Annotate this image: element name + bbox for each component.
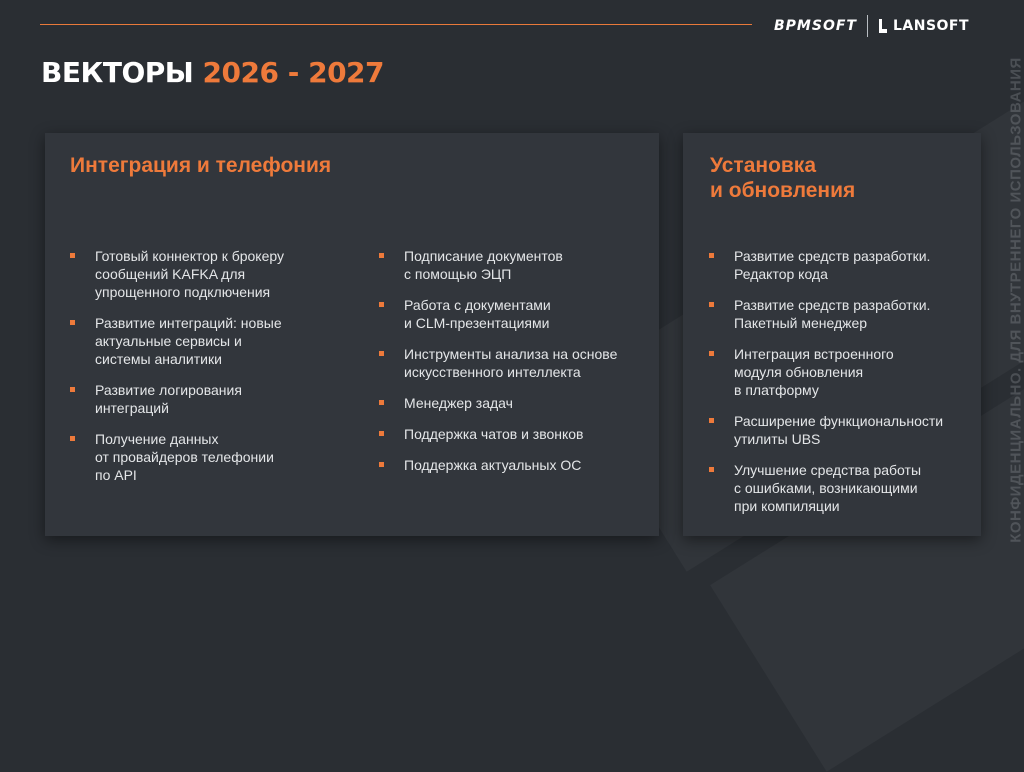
list-item [709,296,979,332]
list-item-text: Поддержка актуальных ОС [404,456,649,474]
list-item-text: Развитие логирования интеграций [95,381,340,417]
list-item-text: Улучшение средства работы с ошибками, возникающими при компиляции [734,461,979,515]
list-item [709,412,979,448]
list-item-text: Развитие средств разработки. Пакетный менеджер [734,296,979,332]
title-prefix: ВЕКТОРЫ [41,56,193,89]
list-item [709,345,979,399]
list-item-text: Получение данных от провайдеров телефонии по API [95,430,340,484]
header-rule [40,24,752,25]
list-item [70,430,340,484]
list-item-text: Интеграция встроенного модуля обновления в платформу [734,345,979,399]
logo-area [774,15,969,37]
list-item-text: Инструменты анализа на основе искусственного интеллекта [404,345,649,381]
list-item [379,456,649,474]
list-item [70,314,340,368]
list-item [709,461,979,515]
list-item [379,394,649,412]
integration-card [45,133,659,536]
page-title [41,56,384,89]
list-item [379,345,649,381]
list-item [709,247,979,283]
list-item [70,381,340,417]
list-item [379,296,649,332]
list-item [379,425,649,443]
installation-card [683,133,981,536]
list-item [70,247,340,301]
card-heading [710,153,960,203]
list-item-text: Развитие интеграций: новые актуальные сервисы и системы аналитики [95,314,340,368]
list-item-text: Готовый коннектор к брокеру сообщений KAFKA для упрощенного подключения [95,247,340,301]
list-item-text: Поддержка чатов и звонков [404,425,649,443]
card-heading-line-1: Установка [710,153,960,178]
bullet-list-column-1 [70,247,340,497]
list-item-text: Работа с документами и CLM-презентациями [404,296,649,332]
list-item-text: Развитие средств разработки. Редактор кода [734,247,979,283]
lansoft-logo-text: LANSOFT [893,18,969,34]
bullet-list [709,247,979,528]
title-years: 2026 - 2027 [203,56,384,89]
list-item-text: Менеджер задач [404,394,649,412]
lansoft-logo [878,18,969,34]
bullet-list-column-2 [379,247,649,487]
list-item [379,247,649,283]
logo-divider [867,15,868,37]
confidential-watermark: КОНФИДЕНЦИАЛЬНО. ДЛЯ ВНУТРЕННЕГО ИСПОЛЬЗОВАНИЯ [1008,57,1024,543]
card-heading-line-2: и обновления [710,178,960,203]
card-heading: Интеграция и телефония [70,153,331,178]
list-item-text: Подписание документов с помощью ЭЦП [404,247,649,283]
lansoft-mark-icon [878,19,888,33]
bpmsoft-logo: BPMSOFT [774,18,857,34]
list-item-text: Расширение функциональности утилиты UBS [734,412,979,448]
